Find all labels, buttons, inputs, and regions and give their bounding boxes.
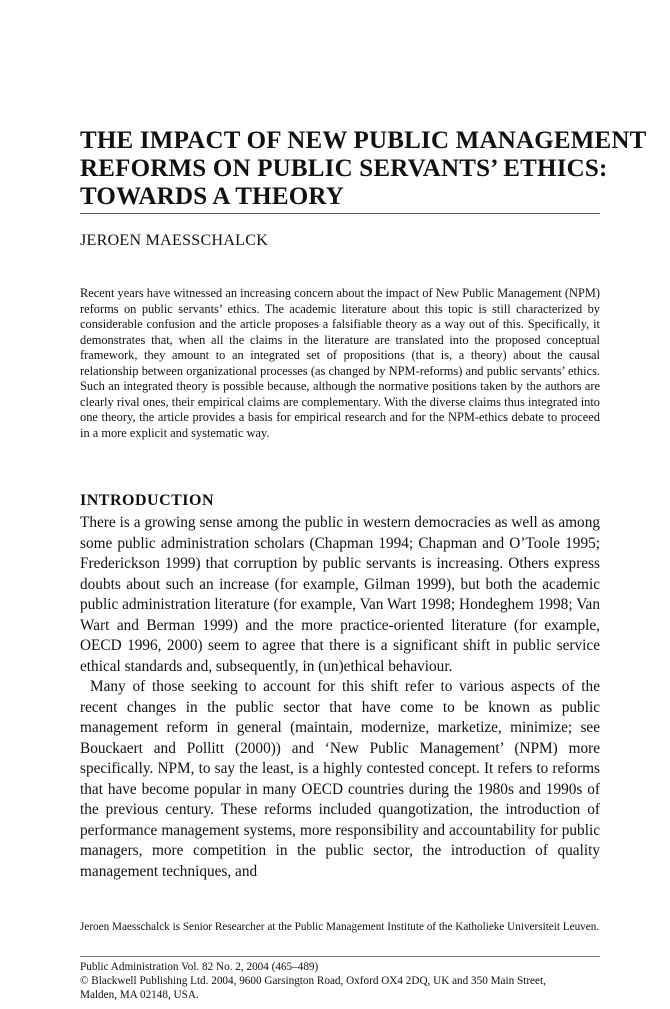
author-footnote: Jeroen Maesschalck is Senior Researcher at the Public Management Institute of the Katholieke Universiteit Leuven. bbox=[80, 921, 600, 933]
publication-line: Public Administration Vol. 82 No. 2, 2004 (465–489) bbox=[80, 961, 319, 973]
footer-divider bbox=[80, 956, 600, 957]
section-heading: INTRODUCTION bbox=[80, 492, 215, 509]
publication-line: Malden, MA 02148, USA. bbox=[80, 989, 199, 1001]
article-body bbox=[80, 513, 600, 882]
publication-line: © Blackwell Publishing Ltd. 2004, 9600 Garsington Road, Oxford OX4 2DQ, UK and 350 Main Street, bbox=[80, 975, 546, 987]
body-paragraph: Many of those seeking to account for this shift refer to various aspects of the recent changes in the public sector that have come to be known as public management reform in general (maintain, modernize, marketize, minimize; see Bouckaert and Pollitt (2000)) and ‘New Public Management’ (NPM) more specifically. NPM, to say the least, is a highly contested concept. It refers to reforms that have become popular in many OECD countries during the 1980s and 1990s of the previous century. These reforms included quangotization, the introduction of performance management systems, more responsibility and accountability for public managers, more competition in the public sector, the introduction of quality management techniques, and bbox=[80, 678, 600, 880]
publication-info bbox=[80, 960, 600, 1002]
title-line: THE IMPACT OF NEW PUBLIC MANAGEMENT bbox=[80, 127, 647, 154]
title-line: REFORMS ON PUBLIC SERVANTS’ ETHICS: bbox=[80, 155, 608, 182]
title-divider bbox=[80, 213, 600, 214]
article-title bbox=[80, 127, 647, 211]
abstract: Recent years have witnessed an increasing concern about the impact of New Public Management (NPM) reforms on public servants’ ethics. The academic literature about this topic is still characterized by considerable confusion and the article proposes a falsifiable theory as a way out of this. Specifically, it demonstrates that, when all the claims in the literature are translated into the proposed conceptual framework, they amount to an integrated set of propositions (that is, a theory) about the causal relationship between organizational processes (as changed by NPM-reforms) and public servants’ ethics. Such an integrated theory is possible because, although the normative positions taken by the authors are clearly rival ones, their empirical claims are complementary. With the diverse claims thus integrated into one theory, the article provides a basis for empirical research and for the NPM-ethics debate to proceed in a more explicit and systematic way. bbox=[80, 286, 600, 440]
body-paragraph: There is a growing sense among the public in western democracies as well as among some public administration scholars (Chapman 1994; Chapman and O’Toole 1995; Frederickson 1999) that corruption by public servants is increasing. Others express doubts about such an increase (for example, Gilman 1999), but both the academic public administration literature (for example, Van Wart 1998; Hondeghem 1998; Van Wart and Berman 1999) and the more practice-oriented literature (for example, OECD 1996, 2000) seem to agree that there is a significant shift in public service ethical standards and, subsequently, in (un)ethical behaviour. bbox=[80, 514, 600, 675]
title-line: TOWARDS A THEORY bbox=[80, 183, 344, 210]
author-name: JEROEN MAESSCHALCK bbox=[80, 232, 269, 249]
